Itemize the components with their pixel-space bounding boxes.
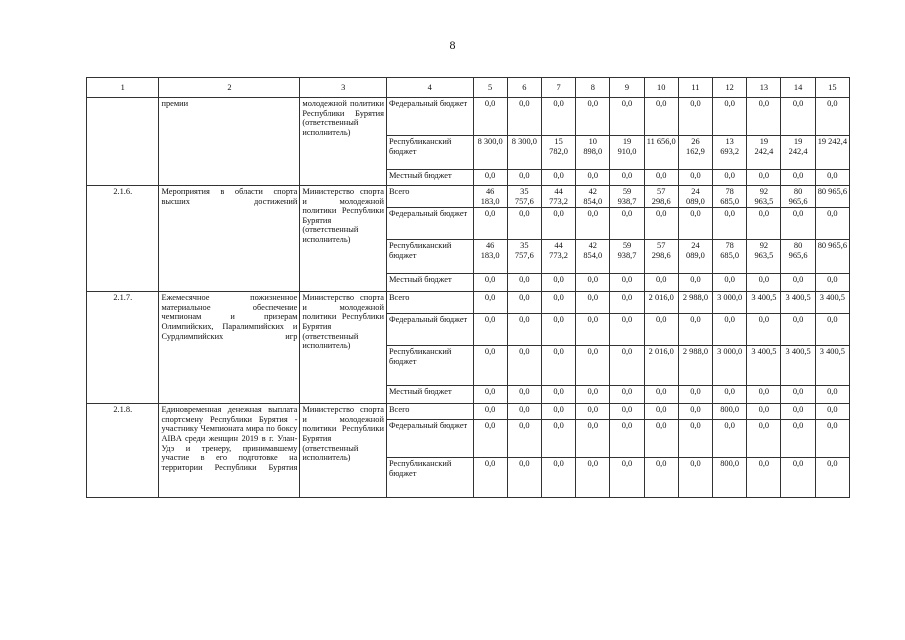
amount-cell: 0,0 [507, 208, 541, 240]
item-code: 2.1.6. [87, 186, 159, 292]
amount-cell: 2 016,0 [644, 346, 678, 386]
amount-cell: 0,0 [507, 98, 541, 136]
item-executor: Министерство спорта и молодежной политики Республики Бурятия (ответственный исполнитель) [300, 292, 387, 404]
amount-cell: 3 400,5 [747, 346, 781, 386]
amount-cell: 0,0 [576, 274, 610, 292]
amount-cell: 19 242,4 [781, 136, 815, 170]
amount-cell: 0,0 [541, 458, 575, 498]
funding-source: Местный бюджет [386, 386, 473, 404]
item-code: 2.1.8. [87, 404, 159, 498]
amount-cell: 0,0 [473, 386, 507, 404]
amount-cell: 0,0 [678, 314, 712, 346]
amount-cell: 0,0 [541, 314, 575, 346]
funding-source: Республиканский бюджет [386, 346, 473, 386]
amount-cell: 0,0 [576, 98, 610, 136]
amount-cell: 59 938,7 [610, 240, 644, 274]
amount-cell: 11 656,0 [644, 136, 678, 170]
amount-cell: 0,0 [610, 292, 644, 314]
funding-source: Федеральный бюджет [386, 314, 473, 346]
amount-cell: 0,0 [610, 346, 644, 386]
amount-cell: 0,0 [576, 292, 610, 314]
column-header: 7 [541, 78, 575, 98]
amount-cell: 0,0 [644, 98, 678, 136]
amount-cell: 0,0 [610, 404, 644, 420]
amount-cell: 0,0 [713, 170, 747, 186]
amount-cell: 0,0 [610, 458, 644, 498]
column-header: 6 [507, 78, 541, 98]
funding-source: Республиканский бюджет [386, 136, 473, 170]
amount-cell: 0,0 [507, 170, 541, 186]
funding-source: Федеральный бюджет [386, 420, 473, 458]
amount-cell: 0,0 [610, 98, 644, 136]
amount-cell: 0,0 [815, 458, 849, 498]
amount-cell: 0,0 [644, 314, 678, 346]
amount-cell: 80 965,6 [781, 186, 815, 208]
amount-cell: 46 183,0 [473, 240, 507, 274]
amount-cell: 0,0 [644, 274, 678, 292]
amount-cell: 0,0 [644, 170, 678, 186]
amount-cell: 0,0 [781, 314, 815, 346]
amount-cell: 0,0 [815, 314, 849, 346]
amount-cell: 3 400,5 [815, 346, 849, 386]
amount-cell: 0,0 [781, 458, 815, 498]
amount-cell: 0,0 [644, 404, 678, 420]
amount-cell: 0,0 [713, 274, 747, 292]
amount-cell: 92 963,5 [747, 240, 781, 274]
amount-cell: 35 757,6 [507, 186, 541, 208]
amount-cell: 0,0 [678, 458, 712, 498]
amount-cell: 800,0 [713, 458, 747, 498]
amount-cell: 2 988,0 [678, 346, 712, 386]
item-name: Единовременная денежная выплата спортсмену Республики Бурятия - участнику Чемпионата мира по боксу AIBA среди женщин 2019 в г. Улан-Удэ и тренеру, принимавшему участие в его подготовке на территории Республики Бурятия [159, 404, 300, 498]
column-header: 3 [300, 78, 387, 98]
column-header: 13 [747, 78, 781, 98]
column-header: 2 [159, 78, 300, 98]
amount-cell: 0,0 [610, 274, 644, 292]
amount-cell: 2 988,0 [678, 292, 712, 314]
amount-cell: 3 400,5 [747, 292, 781, 314]
column-header: 14 [781, 78, 815, 98]
amount-cell: 3 400,5 [781, 346, 815, 386]
amount-cell: 0,0 [576, 170, 610, 186]
table-body [87, 78, 850, 498]
amount-cell: 0,0 [541, 420, 575, 458]
amount-cell: 0,0 [473, 292, 507, 314]
amount-cell: 0,0 [576, 404, 610, 420]
amount-cell: 0,0 [781, 420, 815, 458]
item-executor: Министерство спорта и молодежной политики Республики Бурятия (ответственный исполнитель) [300, 404, 387, 498]
amount-cell: 0,0 [747, 420, 781, 458]
amount-cell: 0,0 [747, 386, 781, 404]
funding-source: Всего [386, 404, 473, 420]
item-executor: молодежной политики Республики Бурятия (ответственный исполнитель) [300, 98, 387, 186]
amount-cell: 0,0 [541, 274, 575, 292]
amount-cell: 0,0 [541, 292, 575, 314]
amount-cell: 92 963,5 [747, 186, 781, 208]
amount-cell: 0,0 [713, 420, 747, 458]
amount-cell: 0,0 [815, 274, 849, 292]
amount-cell: 13 693,2 [713, 136, 747, 170]
item-code: 2.1.7. [87, 292, 159, 404]
amount-cell: 0,0 [541, 404, 575, 420]
amount-cell: 80 965,6 [815, 240, 849, 274]
funding-source: Всего [386, 292, 473, 314]
amount-cell: 0,0 [815, 170, 849, 186]
amount-cell: 3 000,0 [713, 346, 747, 386]
column-header: 8 [576, 78, 610, 98]
amount-cell: 3 400,5 [781, 292, 815, 314]
amount-cell: 0,0 [644, 420, 678, 458]
amount-cell: 0,0 [473, 208, 507, 240]
table-row [87, 98, 850, 136]
amount-cell: 0,0 [576, 386, 610, 404]
amount-cell: 44 773,2 [541, 240, 575, 274]
amount-cell: 0,0 [541, 208, 575, 240]
amount-cell: 0,0 [610, 420, 644, 458]
funding-source: Местный бюджет [386, 170, 473, 186]
amount-cell: 0,0 [781, 170, 815, 186]
amount-cell: 0,0 [576, 208, 610, 240]
amount-cell: 0,0 [815, 420, 849, 458]
amount-cell: 0,0 [610, 208, 644, 240]
amount-cell: 44 773,2 [541, 186, 575, 208]
amount-cell: 0,0 [576, 314, 610, 346]
amount-cell: 8 300,0 [473, 136, 507, 170]
amount-cell: 0,0 [815, 98, 849, 136]
column-header: 1 [87, 78, 159, 98]
item-code [87, 98, 159, 186]
amount-cell: 3 400,5 [815, 292, 849, 314]
amount-cell: 0,0 [644, 208, 678, 240]
funding-source: Всего [386, 186, 473, 208]
column-header: 15 [815, 78, 849, 98]
amount-cell: 800,0 [713, 404, 747, 420]
amount-cell: 80 965,6 [815, 186, 849, 208]
amount-cell: 0,0 [576, 346, 610, 386]
amount-cell: 78 685,0 [713, 240, 747, 274]
amount-cell: 15 782,0 [541, 136, 575, 170]
amount-cell: 78 685,0 [713, 186, 747, 208]
amount-cell: 0,0 [507, 386, 541, 404]
amount-cell: 0,0 [747, 98, 781, 136]
amount-cell: 0,0 [541, 170, 575, 186]
amount-cell: 0,0 [747, 208, 781, 240]
amount-cell: 19 242,4 [815, 136, 849, 170]
amount-cell: 0,0 [507, 292, 541, 314]
funding-source: Федеральный бюджет [386, 208, 473, 240]
amount-cell: 0,0 [781, 386, 815, 404]
amount-cell: 0,0 [781, 98, 815, 136]
column-header: 10 [644, 78, 678, 98]
amount-cell: 0,0 [644, 458, 678, 498]
amount-cell: 0,0 [678, 208, 712, 240]
amount-cell: 0,0 [815, 208, 849, 240]
column-header: 11 [678, 78, 712, 98]
amount-cell: 0,0 [610, 170, 644, 186]
amount-cell: 42 854,0 [576, 186, 610, 208]
amount-cell: 0,0 [678, 274, 712, 292]
amount-cell: 0,0 [473, 458, 507, 498]
table-row [87, 186, 850, 208]
amount-cell: 0,0 [747, 458, 781, 498]
amount-cell: 0,0 [678, 404, 712, 420]
amount-cell: 0,0 [507, 420, 541, 458]
amount-cell: 0,0 [507, 274, 541, 292]
amount-cell: 57 298,6 [644, 186, 678, 208]
amount-cell: 80 965,6 [781, 240, 815, 274]
amount-cell: 24 089,0 [678, 186, 712, 208]
amount-cell: 0,0 [713, 208, 747, 240]
amount-cell: 0,0 [815, 386, 849, 404]
amount-cell: 0,0 [815, 404, 849, 420]
column-header: 4 [386, 78, 473, 98]
table-row [87, 292, 850, 314]
item-name: премии [159, 98, 300, 186]
funding-source: Республиканский бюджет [386, 458, 473, 498]
amount-cell: 0,0 [610, 314, 644, 346]
amount-cell: 0,0 [576, 458, 610, 498]
amount-cell: 0,0 [473, 420, 507, 458]
amount-cell: 0,0 [678, 98, 712, 136]
budget-table [86, 77, 850, 498]
amount-cell: 0,0 [747, 404, 781, 420]
amount-cell: 19 242,4 [747, 136, 781, 170]
amount-cell: 46 183,0 [473, 186, 507, 208]
amount-cell: 0,0 [473, 314, 507, 346]
amount-cell: 0,0 [644, 386, 678, 404]
amount-cell: 57 298,6 [644, 240, 678, 274]
amount-cell: 0,0 [541, 386, 575, 404]
amount-cell: 0,0 [713, 386, 747, 404]
column-header: 12 [713, 78, 747, 98]
amount-cell: 0,0 [473, 346, 507, 386]
amount-cell: 8 300,0 [507, 136, 541, 170]
amount-cell: 0,0 [713, 98, 747, 136]
header-row [87, 78, 850, 98]
amount-cell: 0,0 [507, 314, 541, 346]
column-header: 9 [610, 78, 644, 98]
amount-cell: 0,0 [678, 386, 712, 404]
table-row [87, 404, 850, 420]
amount-cell: 59 938,7 [610, 186, 644, 208]
amount-cell: 0,0 [747, 314, 781, 346]
amount-cell: 0,0 [678, 420, 712, 458]
amount-cell: 0,0 [473, 98, 507, 136]
amount-cell: 26 162,9 [678, 136, 712, 170]
amount-cell: 35 757,6 [507, 240, 541, 274]
item-executor: Министерство спорта и молодежной политики Республики Бурятия (ответственный исполнитель) [300, 186, 387, 292]
amount-cell: 42 854,0 [576, 240, 610, 274]
amount-cell: 0,0 [747, 170, 781, 186]
amount-cell: 0,0 [473, 274, 507, 292]
amount-cell: 0,0 [610, 386, 644, 404]
amount-cell: 0,0 [507, 458, 541, 498]
amount-cell: 0,0 [713, 314, 747, 346]
amount-cell: 19 910,0 [610, 136, 644, 170]
amount-cell: 0,0 [678, 170, 712, 186]
column-header: 5 [473, 78, 507, 98]
amount-cell: 0,0 [473, 404, 507, 420]
funding-source: Местный бюджет [386, 274, 473, 292]
amount-cell: 2 016,0 [644, 292, 678, 314]
amount-cell: 24 089,0 [678, 240, 712, 274]
item-name: Мероприятия в области спорта высших достижений [159, 186, 300, 292]
amount-cell: 0,0 [541, 98, 575, 136]
amount-cell: 0,0 [576, 420, 610, 458]
amount-cell: 0,0 [507, 404, 541, 420]
amount-cell: 10 898,0 [576, 136, 610, 170]
amount-cell: 0,0 [541, 346, 575, 386]
funding-source: Федеральный бюджет [386, 98, 473, 136]
funding-source: Республиканский бюджет [386, 240, 473, 274]
amount-cell: 0,0 [781, 404, 815, 420]
item-name: Ежемесячное пожизненное материальное обеспечение чемпионам и призерам Олимпийских, Паралимпийских и Сурдлимпийских игр [159, 292, 300, 404]
page-number: 8 [449, 38, 456, 52]
amount-cell: 3 000,0 [713, 292, 747, 314]
amount-cell: 0,0 [781, 274, 815, 292]
amount-cell: 0,0 [473, 170, 507, 186]
amount-cell: 0,0 [747, 274, 781, 292]
amount-cell: 0,0 [781, 208, 815, 240]
amount-cell: 0,0 [507, 346, 541, 386]
